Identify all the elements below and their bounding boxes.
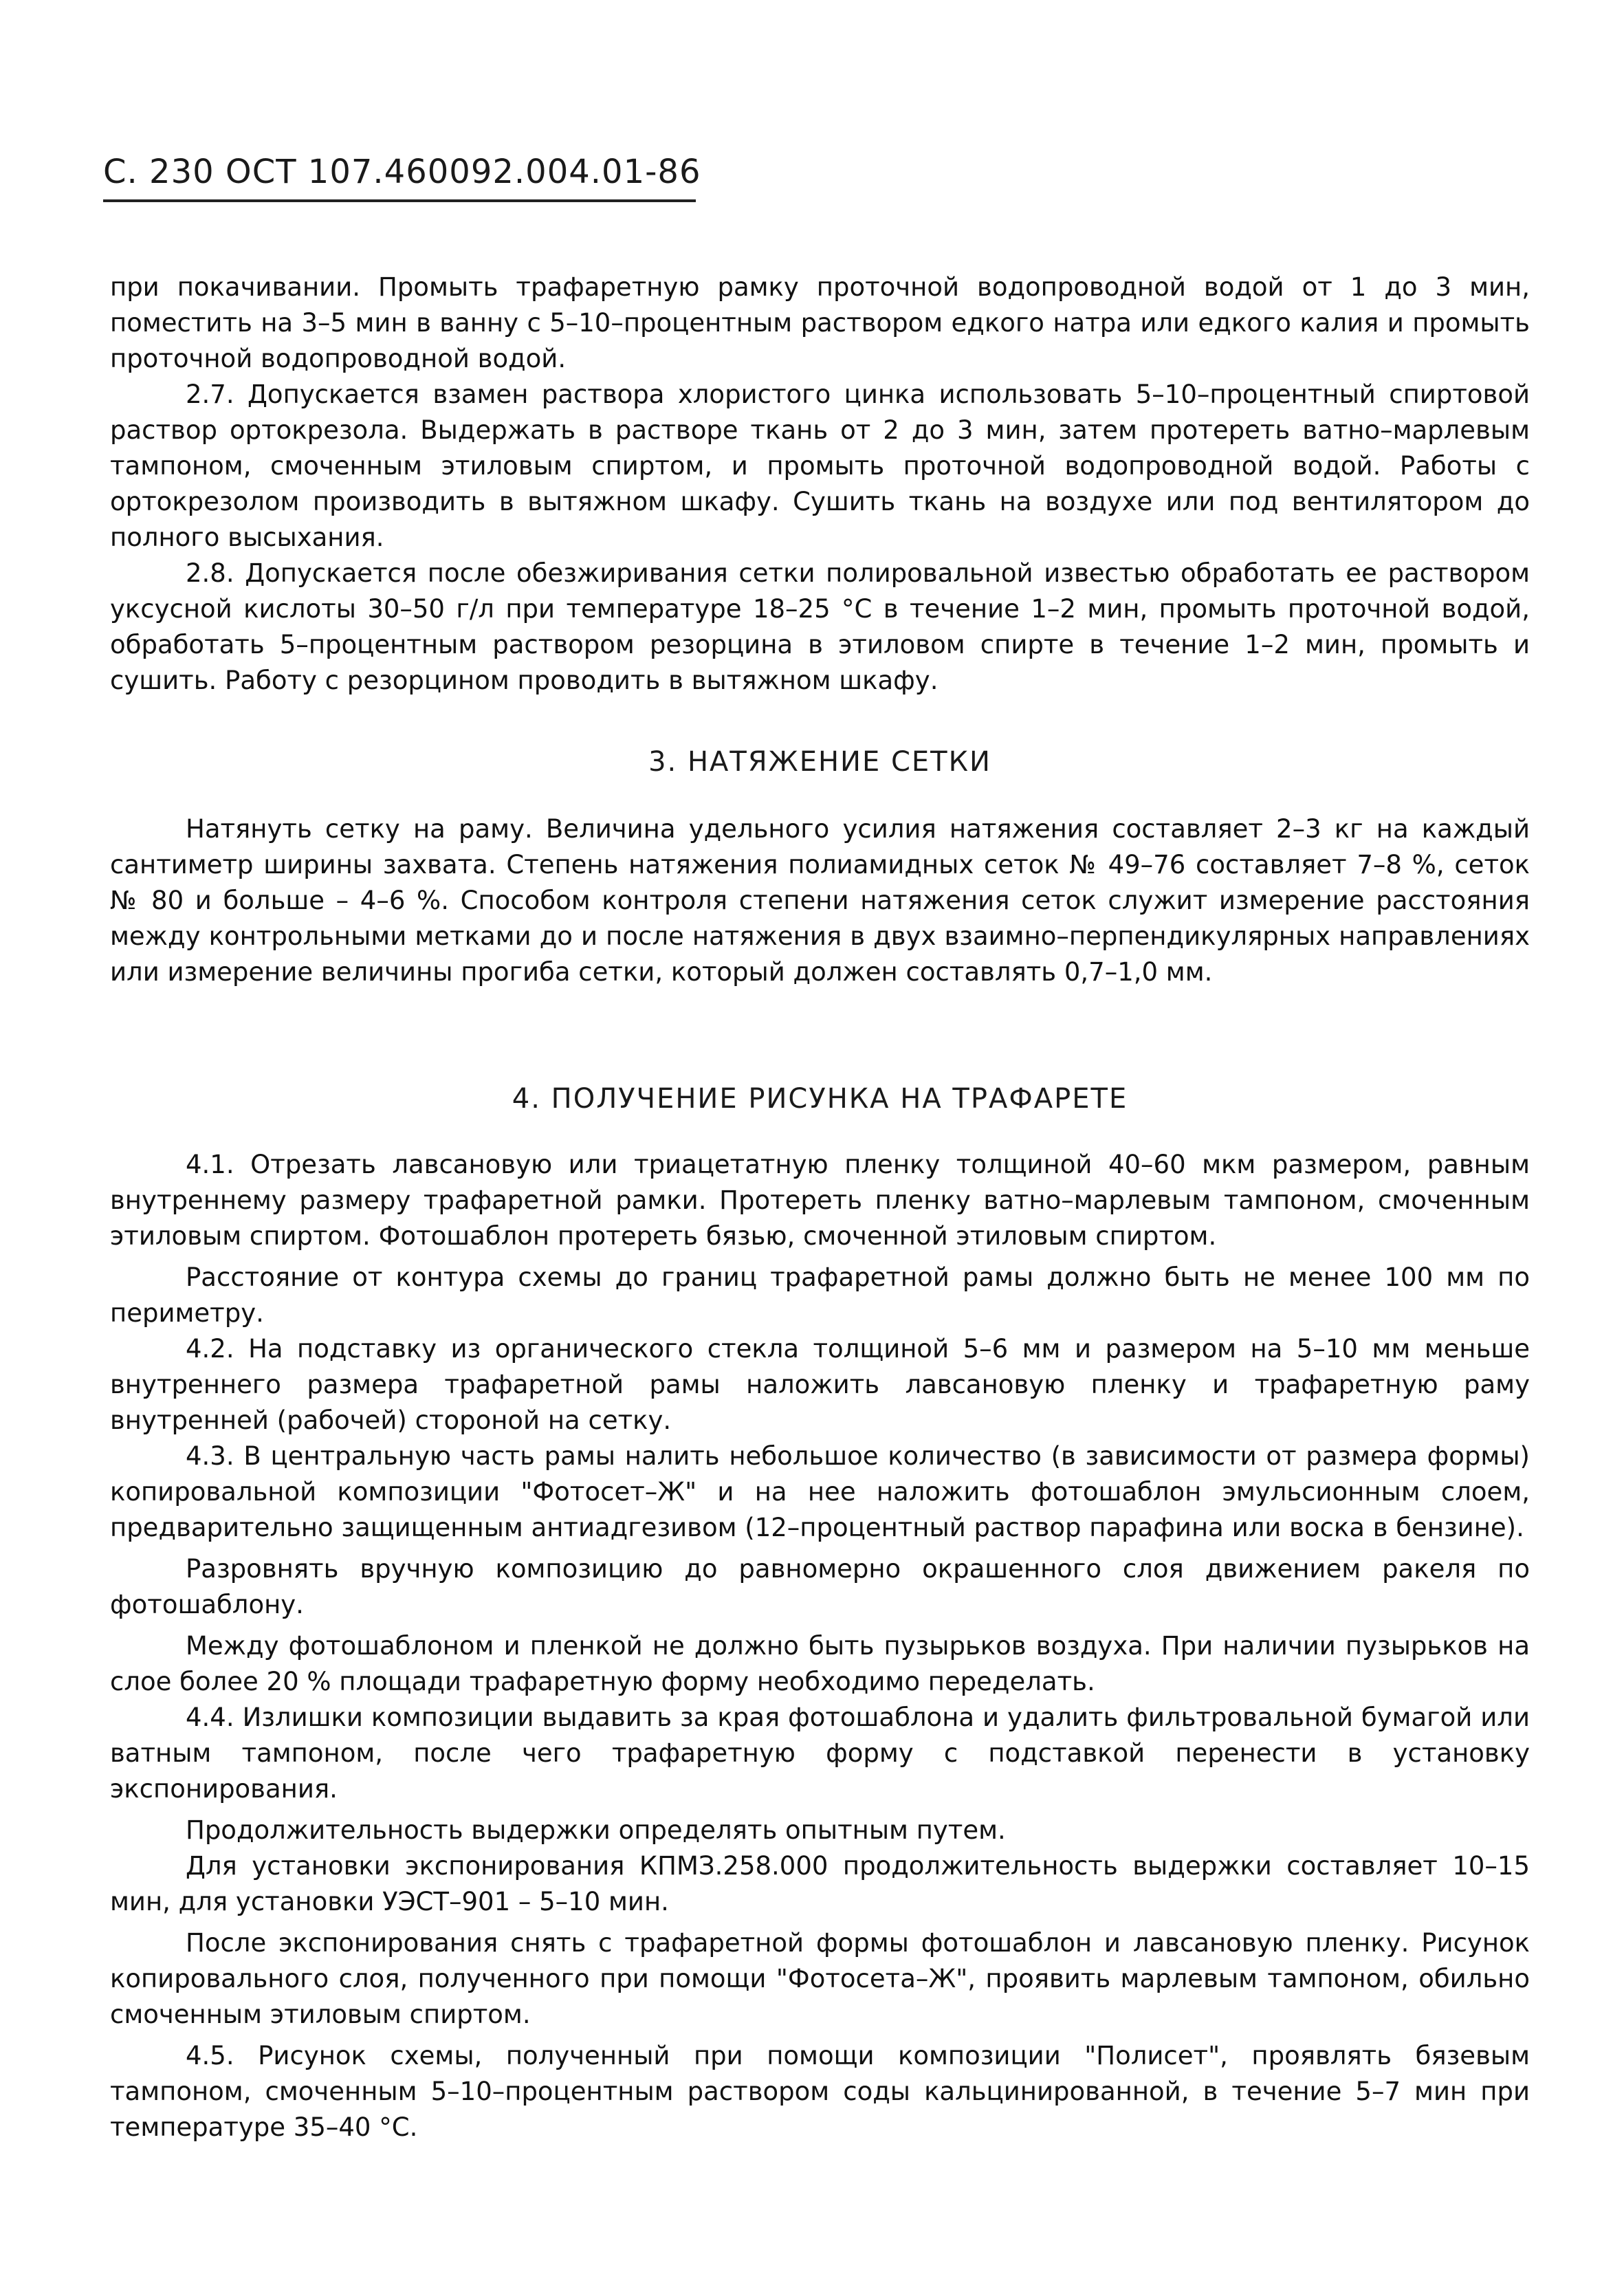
paragraph: 4.1. Отрезать лавсановую или триацетатную пленку толщиной 40–60 мкм размером, равным внутреннему размеру трафаретной рамки. Протереть пленку ватно–марлевым тампоном, смоченным этиловым спиртом. Фотошаблон протереть бязью, смоченной этиловым спиртом. [110, 1150, 1530, 1251]
paragraph: 4.3. В центральную часть рамы налить небольшое количество (в зависимости от размера формы) копировальной композиции "Фотосет–Ж" и на нее наложить фотошаблон эмульсионным слоем, предварительно защищенным антиадгезивом (12–процентный раствор парафина или воска в бензине). [110, 1441, 1530, 1542]
paragraph: Для установки экспонирования КПМЗ.258.000 продолжительность выдержки составляет 10–15 мин, для установки УЭСТ–901 – 5–10 мин. [110, 1851, 1530, 1916]
paragraph: 2.7. Допускается взамен раствора хлористого цинка использовать 5–10–процентный спиртовой раствор ортокрезола. Выдержать в растворе ткань от 2 до 3 мин, затем протереть ватно–марлевым тампоном, смоченным этиловым спиртом, и промыть проточной водопроводной водой. Работы с ортокрезолом производить в вытяжном шкафу. Сушить ткань на воздухе или под вентилятором до полного высыхания. [110, 380, 1530, 552]
paragraph: 4.4. Излишки композиции выдавить за края фотошаблона и удалить фильтровальной бумагой или ватным тампоном, после чего трафаретную форму с подставкой перенести в установку экспонирования. [110, 1703, 1530, 1804]
header-rule [103, 199, 696, 202]
paragraph: После экспонирования снять с трафаретной формы фотошаблон и лавсановую пленку. Рисунок копировального слоя, полученного при помощи "Фотосета–Ж", проявить марлевым тампоном, обильно смоченным этиловым спиртом. [110, 1928, 1530, 2029]
paragraph: 2.8. Допускается после обезжиривания сетки полировальной известью обработать ее раствором уксусной кислоты 30–50 г/л при температуре 18–25 °С в течение 1–2 мин, промыть проточной водой, обработать 5–процентным раствором резорцина в этиловом спирте в течение 1–2 мин, промыть и сушить. Работу с резорцином проводить в вытяжном шкафу. [110, 558, 1530, 695]
paragraph: 4.2. На подставку из органического стекла толщиной 5–6 мм и размером на 5–10 мм меньше внутреннего размера трафаретной рамы наложить лавсановую пленку и трафаретную раму внутренней (рабочей) стороной на сетку. [110, 1334, 1530, 1435]
section-3-title: 3. НАТЯЖЕНИЕ СЕТКИ [648, 746, 991, 778]
section-4-title: 4. ПОЛУЧЕНИЕ РИСУНКА НА ТРАФАРЕТЕ [512, 1083, 1128, 1115]
section-3-body [110, 811, 1530, 990]
paragraph: Между фотошаблоном и пленкой не должно быть пузырьков воздуха. При наличии пузырьков на слое более 20 % площади трафаретную форму необходимо переделать. [110, 1631, 1530, 1696]
section-4-body [110, 1147, 1530, 2145]
block-continuation [110, 270, 1530, 699]
paragraph: 4.5. Рисунок схемы, полученный при помощи композиции "Полисет", проявлять бязевым тампоном, смоченным 5–10–процентным раствором соды кальцинированной, в течение 5–7 мин при температуре 35–40 °С. [110, 2041, 1530, 2142]
paragraph: при покачивании. Промыть трафаретную рамку проточной водопроводной водой от 1 до 3 мин, поместить на 3–5 мин в ванну с 5–10–процентным раствором едкого натра или едкого калия и промыть проточной водопроводной водой. [110, 272, 1530, 373]
paragraph: Разровнять вручную композицию до равномерно окрашенного слоя движением ракеля по фотошаблону. [110, 1554, 1530, 1619]
paragraph: Расстояние от контура схемы до границ трафаретной рамы должно быть не менее 100 мм по периметру. [110, 1262, 1530, 1328]
page-header: С. 230 ОСТ 107.460092.004.01-86 [103, 153, 701, 191]
paragraph: Продолжительность выдержки определять опытным путем. [186, 1815, 1006, 1845]
paragraph: Натянуть сетку на раму. Величина удельного усилия натяжения составляет 2–3 кг на каждый сантиметр ширины захвата. Степень натяжения полиамидных сеток № 49–76 составляет 7–8 %, сеток № 80 и больше – 4–6 %. Способом контроля степени натяжения сеток служит измерение расстояния между контрольными метками до и после натяжения в двух взаимно–перпендикулярных направлениях или измерение величины прогиба сетки, который должен составлять 0,7–1,0 мм. [110, 814, 1530, 987]
